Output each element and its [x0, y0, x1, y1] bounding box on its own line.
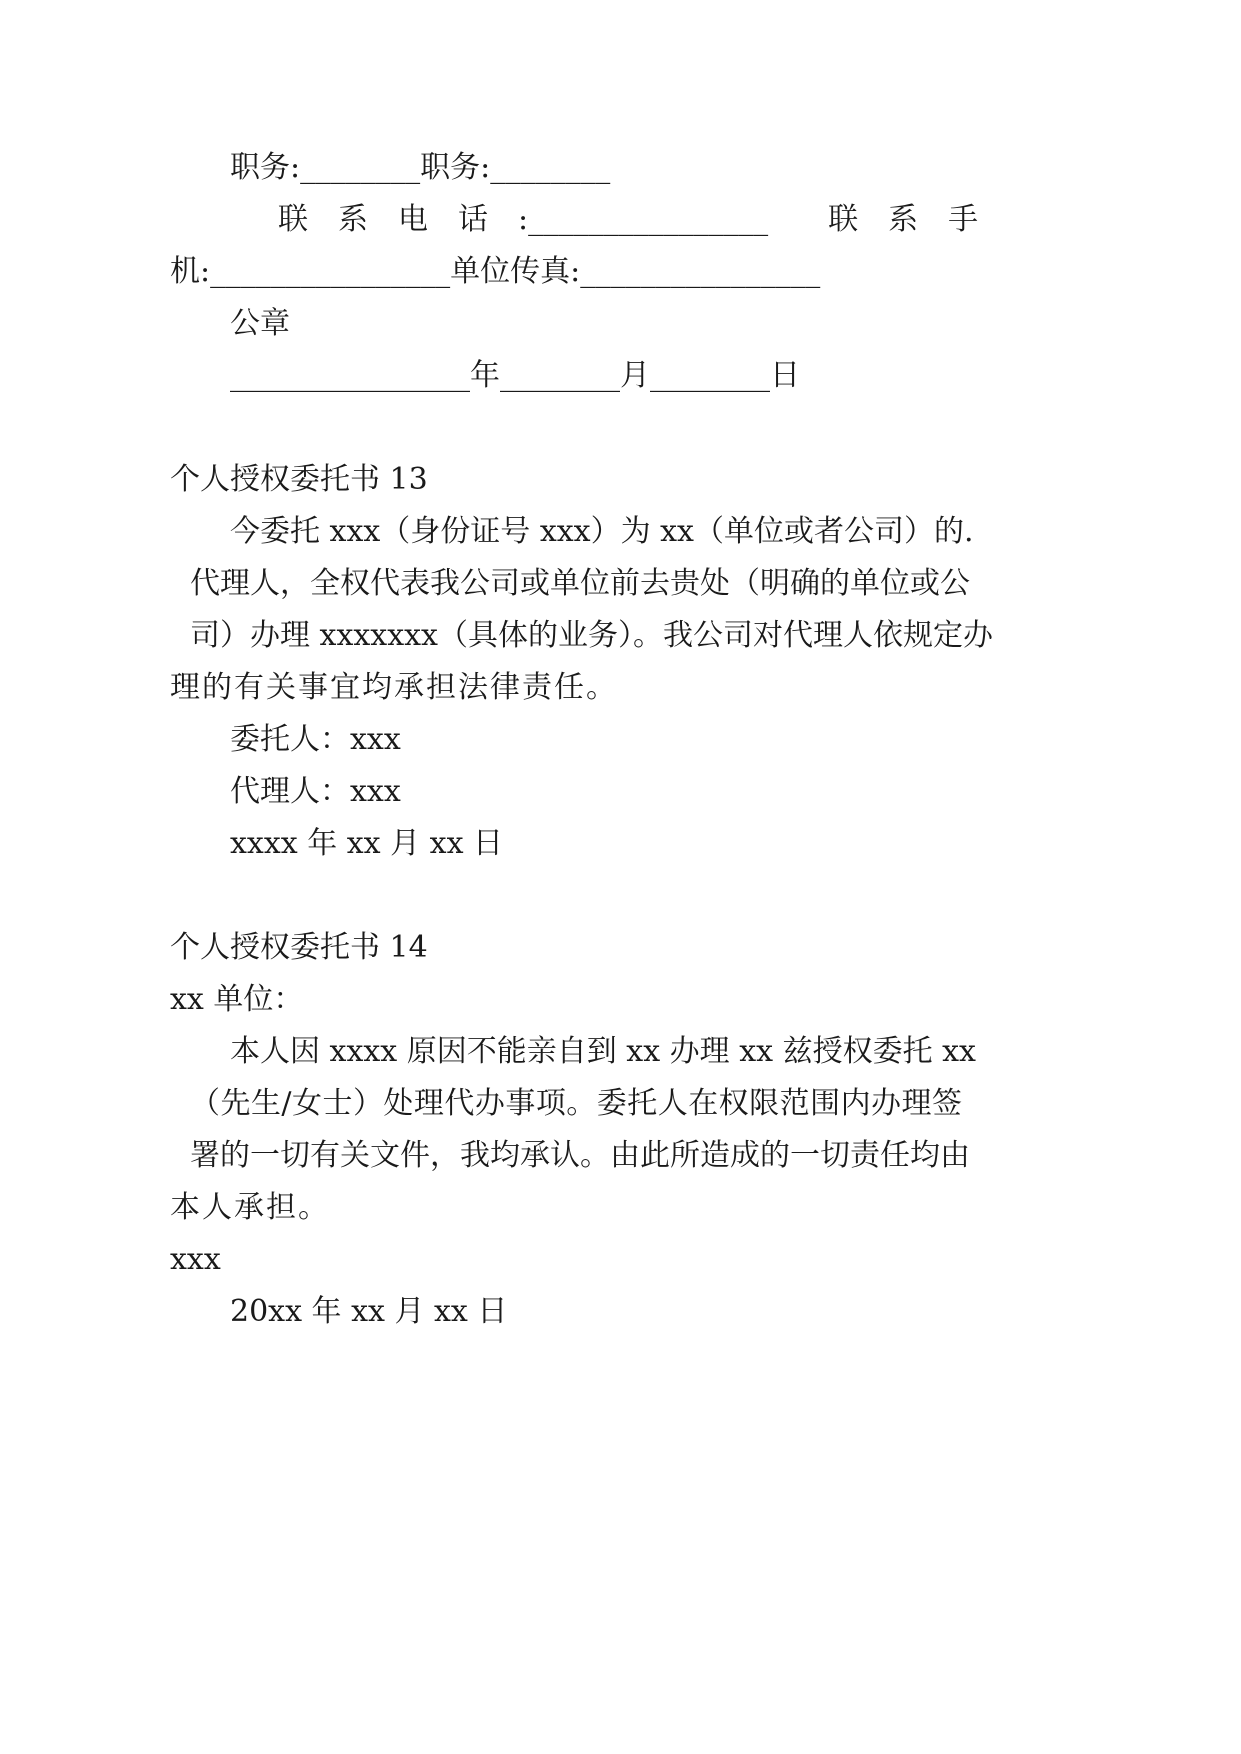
section-13-para-line: 司）办理 xxxxxxx（具体的业务）。我公司对代理人依规定办 — [190, 618, 993, 653]
section-14-para-line: 本人因 xxxx 原因不能亲自到 xx 办理 xx 兹授权委托 xx — [230, 1034, 976, 1069]
addressee-line: xx 单位： — [170, 982, 304, 1017]
section-14-para-line: 署的一切有关文件，我均承认。由此所造成的一切责任均由 — [190, 1138, 970, 1173]
section-13-title: 个人授权委托书 13 — [170, 462, 428, 497]
mobile-fax-fields-line: 机:________________单位传真:________________ — [170, 254, 821, 289]
signature-line: xxx — [170, 1242, 221, 1277]
phone-fields-line: 联 系 电 话 :________________ 联 系 手 — [278, 202, 979, 237]
section-14-para-line: 本人承担。 — [170, 1190, 330, 1225]
section-13-para-line: 今委托 xxx（身份证号 xxx）为 xx（单位或者公司）的. — [230, 514, 974, 549]
agent-line: 代理人：xxx — [230, 774, 401, 809]
section-14-para-line: （先生/女士）处理代办事项。委托人在权限范围内办理签 — [190, 1086, 962, 1121]
seal-label: 公章 — [230, 306, 290, 341]
position-fields-line: 职务:________职务:________ — [230, 150, 611, 185]
date-fields-line: ________________年________月________日 — [230, 358, 800, 393]
section-13-para-line: 代理人，全权代表我公司或单位前去贵处（明确的单位或公 — [190, 566, 970, 601]
section-14-title: 个人授权委托书 14 — [170, 930, 428, 965]
section-13-date: xxxx 年 xx 月 xx 日 — [230, 826, 504, 861]
principal-line: 委托人：xxx — [230, 722, 401, 757]
section-14-date: 20xx 年 xx 月 xx 日 — [230, 1294, 508, 1329]
section-13-para-line: 理的有关事宜均承担法律责任。 — [170, 670, 618, 705]
